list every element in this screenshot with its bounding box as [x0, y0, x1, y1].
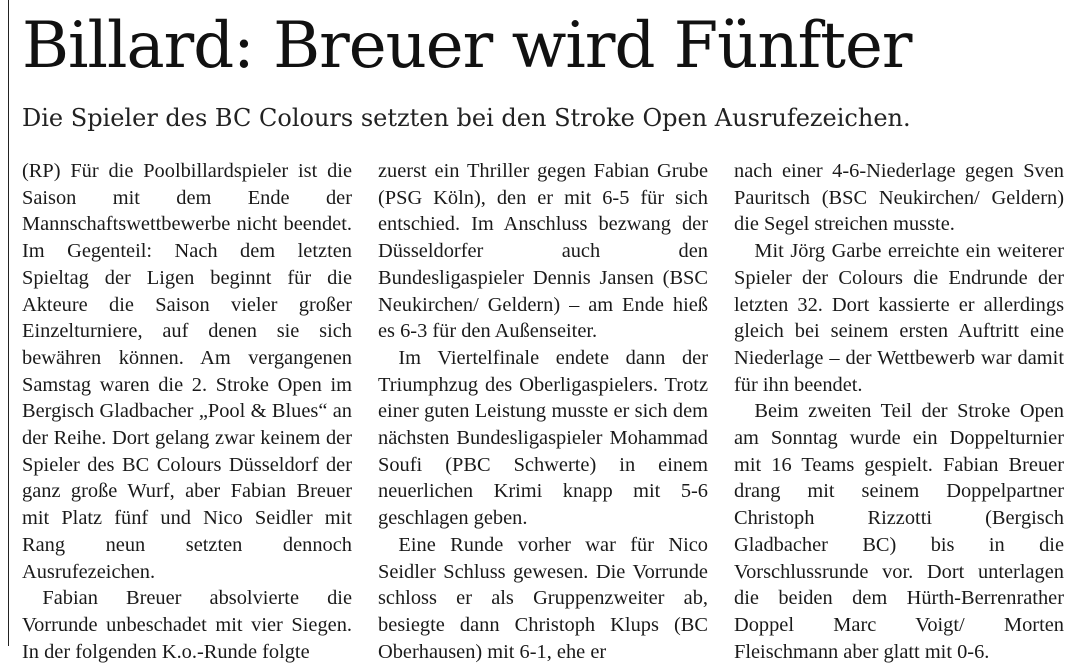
paragraph: (RP) Für die Poolbillardspieler ist die Saison mit dem Ende der Mannschaftswettbewerbe nicht beendet. Im Gegenteil: Nach dem letzten Spieltag der Ligen beginnt für die Akteure die Saison vieler großer Einzelturniere, auf denen sie sich bewähren können. Am vergangenen Samstag waren die 2. Stroke Open im Bergisch Gladbacher „Pool & Blues“ an der Reihe. Dort gelang zwar keinem der Spieler des BC Colours Düsseldorf der ganz große Wurf, aber Fabian Breuer mit Platz fünf und Nico Seidler mit Rang neun setzten dennoch Ausrufezeichen.: [22, 160, 352, 583]
headline: Billard: Breuer wird Fünfter: [22, 9, 912, 83]
paragraph: Im Viertelfinale endete dann der Triumphzug des Oberligaspielers. Trotz einer guten Leistung musste er sich dem nächsten Bundesligaspieler Mohammad Soufi (PBC Schwerte) in einem neuerlichen Krimi knapp mit 5-6 geschlagen geben.: [378, 346, 708, 530]
article-column-1: [22, 158, 352, 665]
paragraph: zuerst ein Thriller gegen Fabian Grube (PSG Köln), den er mit 6-5 für sich entschied. Im Anschluss bezwang der Düsseldorfer auch den Bundesligaspieler Dennis Jansen (BSC Neukirchen/ Geldern) – am Ende hieß es 6-3 für den Außenseiter.: [378, 160, 708, 343]
subheadline: Die Spieler des BC Colours setzten bei den Stroke Open Ausrufezeichen.: [22, 104, 911, 132]
paragraph: Eine Runde vorher war für Nico Seidler Schluss gewesen. Die Vorrunde schloss er als Gruppenzweiter ab, besiegte dann Christoph Klups (BC Oberhausen) mit 6-1, ehe er: [378, 533, 708, 663]
column-rule: [8, 0, 9, 646]
paragraph: Beim zweiten Teil der Stroke Open am Sonntag wurde ein Doppelturnier mit 16 Teams gespielt. Fabian Breuer drang mit seinem Doppelpartner Christoph Rizzotti (Bergisch Gladbacher BC) bis in die Vorschlussrunde vor. Dort unterlagen die beiden dem Hürth-Berrenrather Doppel Marc Voigt/ Morten Fleischmann aber glatt mit 0-6.: [734, 400, 1064, 663]
paragraph: nach einer 4-6-Niederlage gegen Sven Pauritsch (BSC Neukirchen/ Geldern) die Segel streichen musste.: [734, 160, 1064, 236]
paragraph: Mit Jörg Garbe erreichte ein weiterer Spieler der Colours die Endrunde der letzten 32. Dort kassierte er allerdings gleich bei seinem ersten Auftritt eine Niederlage – der Wettbewerb war damit für ihn beendet.: [734, 240, 1064, 396]
article-column-2: [378, 158, 708, 665]
article-column-3: [734, 158, 1064, 665]
paragraph: Fabian Breuer absolvierte die Vorrunde unbeschadet mit vier Siegen. In der folgenden K.o.-Runde folgte: [22, 587, 352, 663]
